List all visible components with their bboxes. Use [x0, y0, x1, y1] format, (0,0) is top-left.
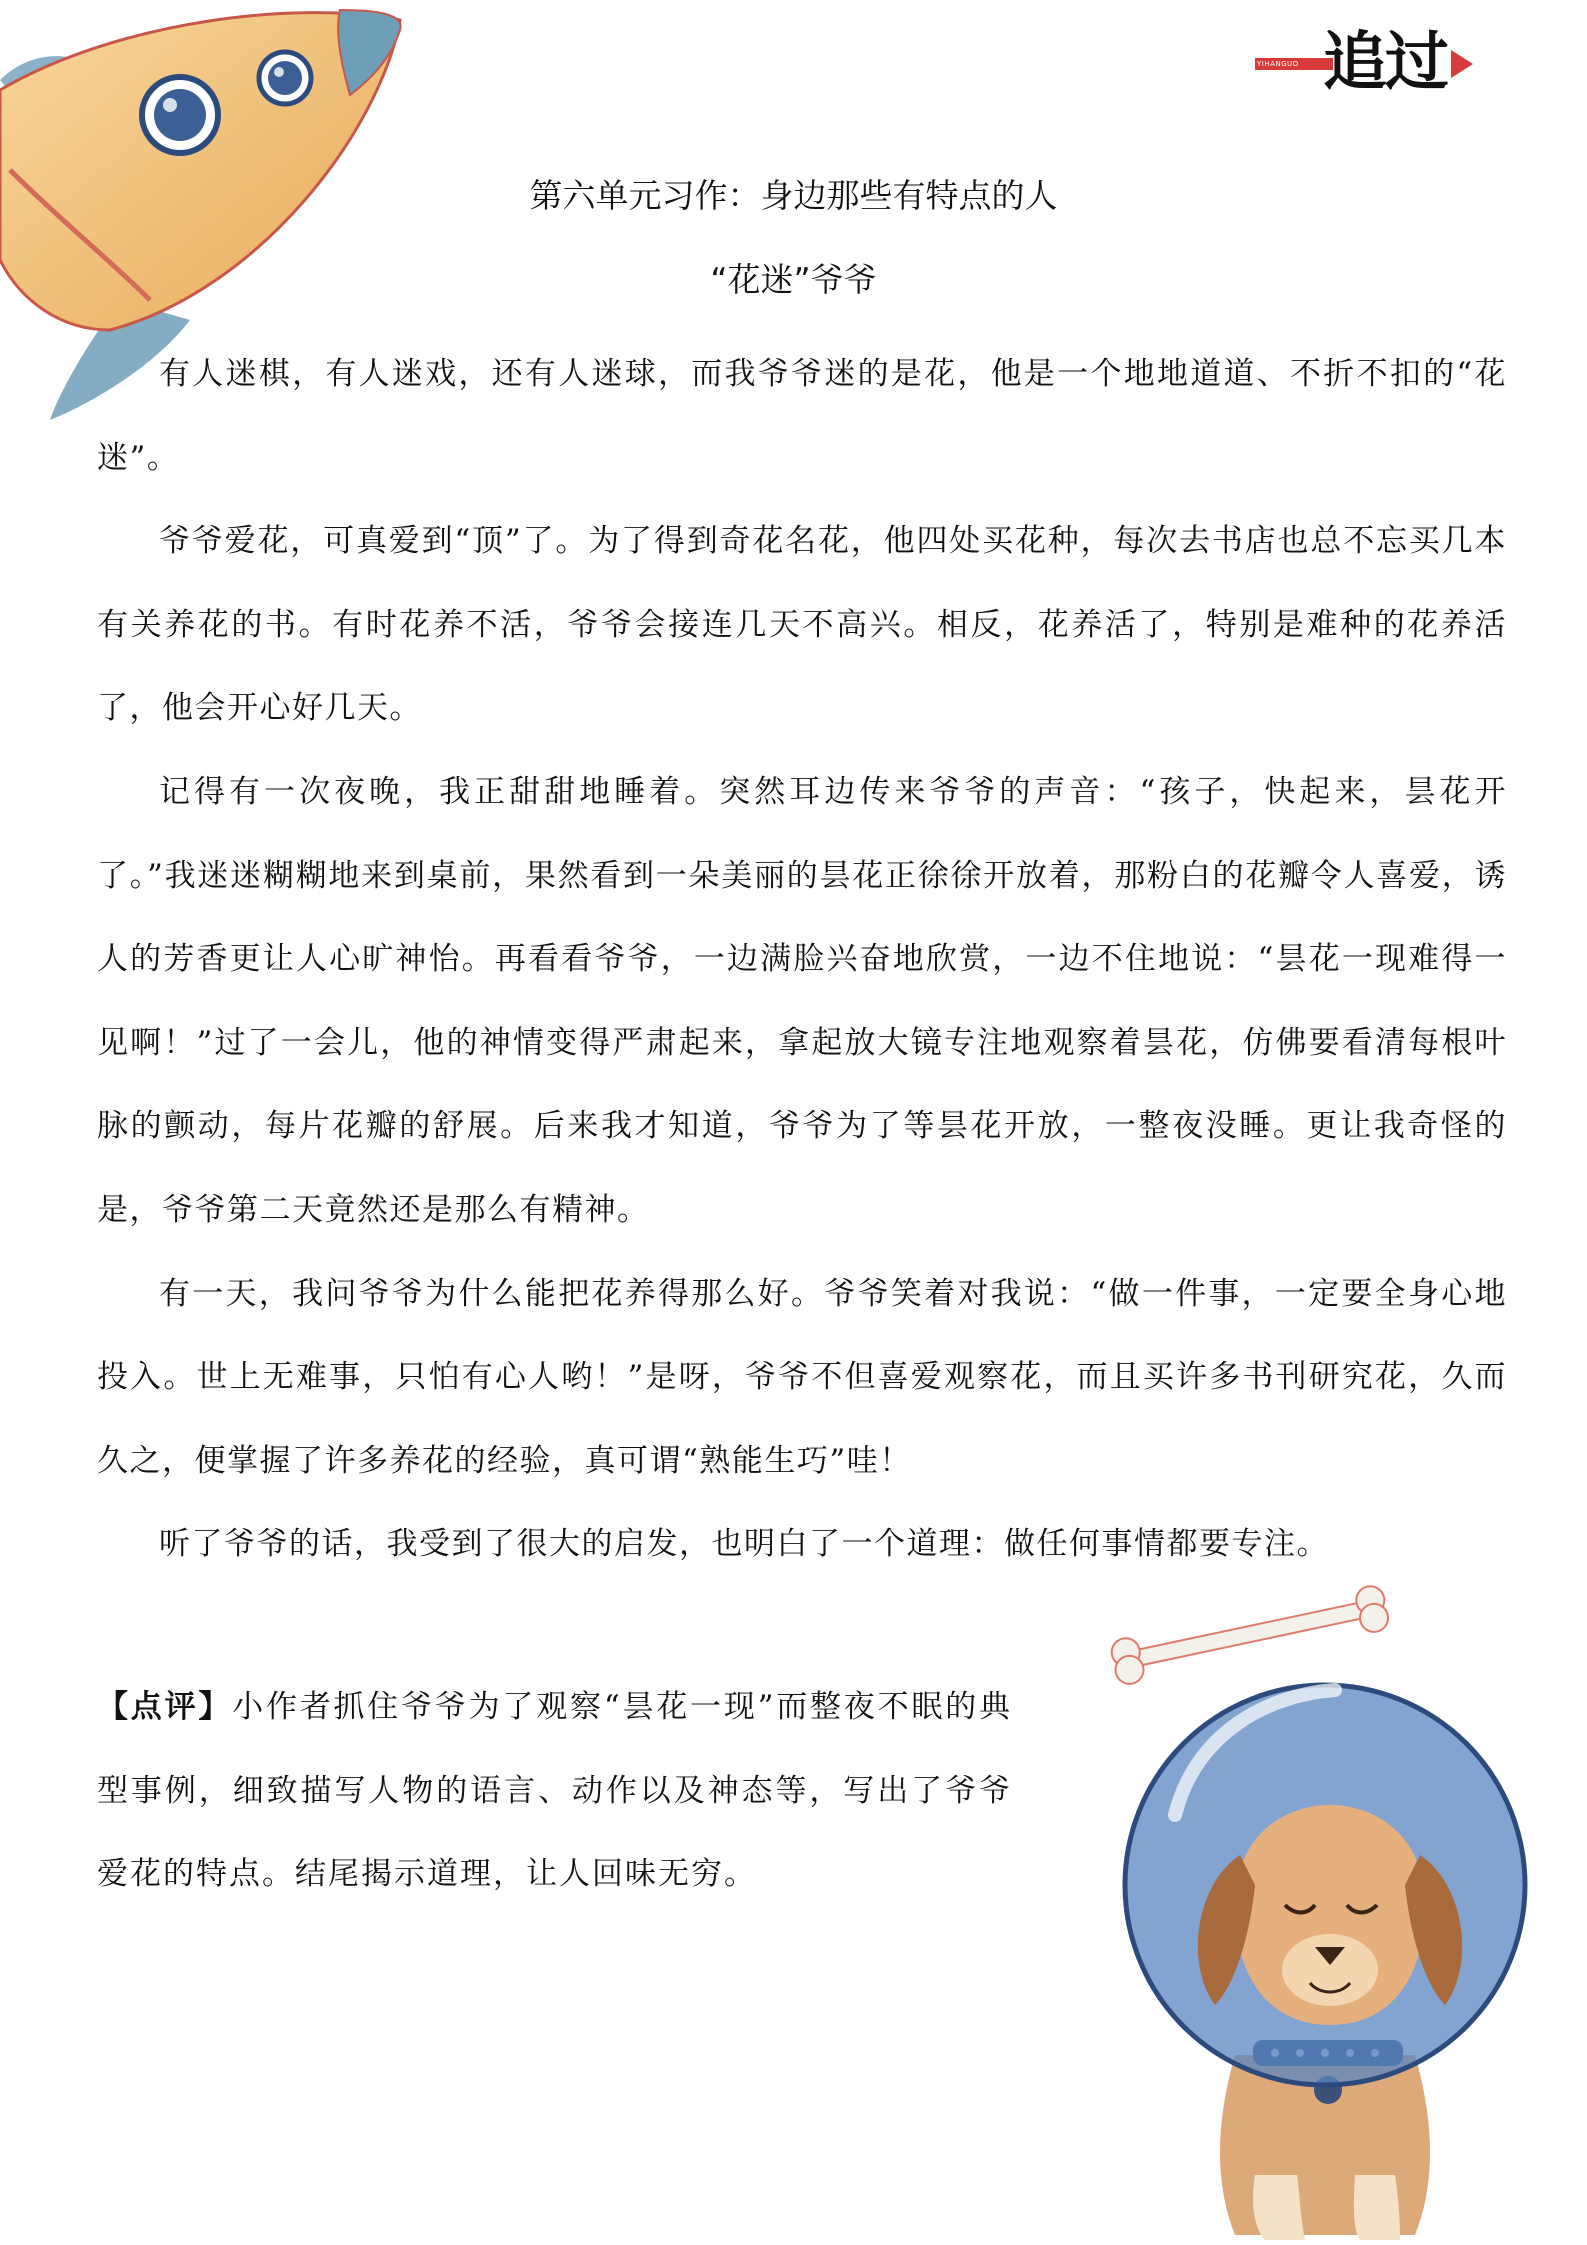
logo-arrow-icon [1451, 50, 1473, 78]
brand-logo [1255, 28, 1485, 98]
astronaut-dog-illustration [1085, 1585, 1535, 2245]
logo-text: 追过 [1323, 26, 1447, 100]
teacher-comment [97, 1666, 1012, 1917]
essay-paragraph-4: 有一天，我问爷爷为什么能把花养得那么好。爷爷笑着对我说：“做一件事，一定要全身心地投入。世上无难事，只怕有心人哟！”是呀，爷爷不但喜爱观察花，而且买许多书刊研究花，久而久之，便掌握了许多养花的经验，真可谓“熟能生巧”哇！ [97, 1275, 1507, 1479]
essay-body [97, 333, 1507, 1587]
essay-title: “花迷”爷爷 [710, 260, 877, 299]
comment-text: 小作者抓住爷爷为了观察“昙花一现”而整夜不眠的典型事例，细致描写人物的语言、动作以及神态等，写出了爷爷爱花的特点。结尾揭示道理，让人回味无穷。 [97, 1689, 1012, 1893]
essay-paragraph-1: 有人迷棋，有人迷戏，还有人迷球，而我爷爷迷的是花，他是一个地地道道、不折不扣的“花迷”。 [97, 356, 1507, 476]
essay-heading: 第六单元习作：身边那些有特点的人 [529, 176, 1058, 215]
essay-paragraph-2: 爷爷爱花，可真爱到“顶”了。为了得到奇花名花，他四处买花种，每次去书店也总不忘买几本有关养花的书。有时花养不活，爷爷会接连几天不高兴。相反，花养活了，特别是难种的花养活了，他会开心好几天。 [97, 523, 1507, 727]
essay-paragraph-5: 听了爷爷的话，我受到了很大的启发，也明白了一个道理：做任何事情都要专注。 [159, 1526, 1329, 1563]
comment-label: 【点评】 [97, 1689, 233, 1725]
essay-paragraph-3: 记得有一次夜晚，我正甜甜地睡着。突然耳边传来爷爷的声音：“孩子，快起来，昙花开了。”我迷迷糊糊地来到桌前，果然看到一朵美丽的昙花正徐徐开放着，那粉白的花瓣令人喜爱，诱人的芳香更让人心旷神怡。再看看爷爷，一边满脸兴奋地欣赏，一边不住地说：“昙花一现难得一见啊！”过了一会儿，他的神情变得严肃起来，拿起放大镜专注地观察着昙花，仿佛要看清每根叶脉的颤动，每片花瓣的舒展。后来我才知道，爷爷为了等昙花开放，一整夜没睡。更让我奇怪的是，爷爷第二天竟然还是那么有精神。 [97, 773, 1507, 1228]
logo-subtext: YIHANGUO [1257, 60, 1299, 68]
